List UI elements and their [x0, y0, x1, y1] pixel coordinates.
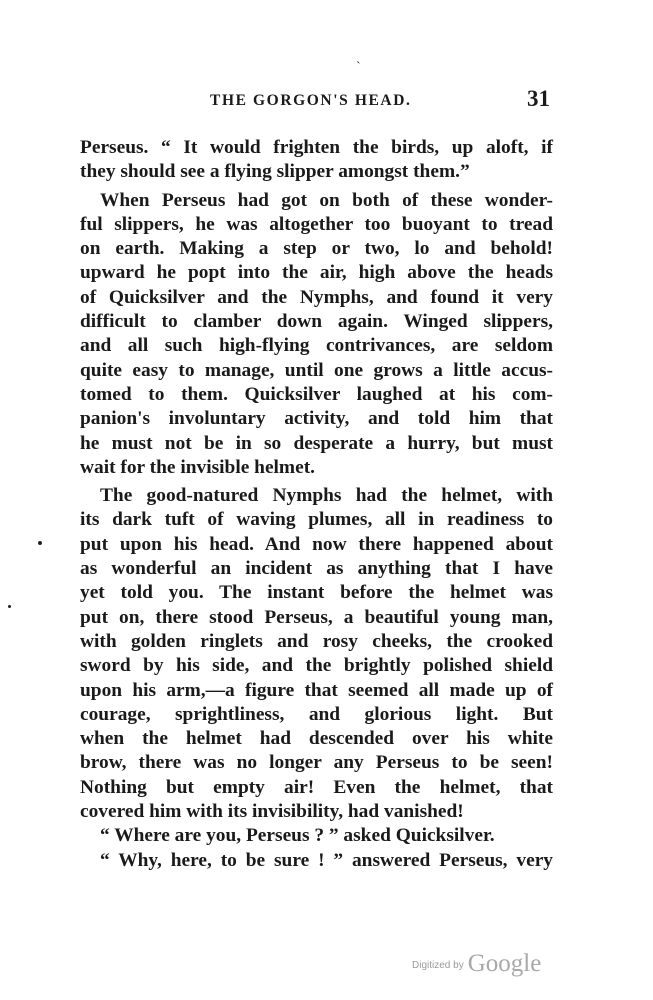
digitization-watermark: [412, 950, 541, 978]
text-line: quite easy to manage, until one grows a little accus-: [80, 359, 553, 381]
text-line: he must not be in so desperate a hurry, but must: [80, 432, 553, 454]
ink-speck: [8, 605, 11, 608]
text-line: its dark tuft of waving plumes, all in readiness to: [80, 509, 553, 531]
google-logo: Google: [467, 950, 542, 977]
text-line: When Perseus had got on both of these wonder-: [100, 189, 553, 211]
text-line: “ Why, here, to be sure ! ” answered Perseus, very: [100, 849, 553, 871]
text-line: upon his arm,—a figure that seemed all made up of: [80, 679, 553, 701]
body-text: [80, 136, 553, 873]
text-line: on earth. Making a step or two, lo and behold!: [80, 238, 553, 260]
text-line: they should see a flying slipper amongst them.”: [80, 161, 470, 183]
text-line: The good-natured Nymphs had the helmet, with: [100, 485, 553, 507]
text-line: difficult to clamber down again. Winged slippers,: [80, 311, 553, 333]
text-line: covered him with its invisibility, had vanished!: [80, 801, 464, 823]
text-line: Perseus. “ It would frighten the birds, up aloft, if: [80, 137, 553, 158]
text-line: ful slippers, he was altogether too buoyant to tread: [80, 213, 553, 235]
text-line: and all such high-flying contrivances, are seldom: [80, 335, 553, 357]
text-line: panion's involuntary activity, and told him that: [80, 408, 553, 430]
text-line: put on, there stood Perseus, a beautiful young man,: [80, 606, 553, 628]
watermark-prefix: Digitized by: [412, 960, 464, 971]
text-line: Nothing but empty air! Even the helmet, that: [80, 776, 553, 798]
text-line: as wonderful an incident as anything that I have: [80, 558, 553, 580]
ink-speck: [38, 541, 42, 545]
running-header: [80, 86, 550, 116]
text-line: brow, there was no longer any Perseus to be seen!: [80, 752, 553, 774]
text-line: when the helmet had descended over his white: [80, 728, 553, 750]
text-line: tomed to them. Quicksilver laughed at his com-: [80, 383, 553, 405]
text-line: with golden ringlets and rosy cheeks, the crooked: [80, 630, 553, 652]
text-line: yet told you. The instant before the helmet was: [80, 582, 553, 604]
text-line: courage, sprightliness, and glorious light. But: [80, 703, 553, 725]
page-number: 31: [527, 86, 550, 111]
text-line: wait for the invisible helmet.: [80, 456, 315, 478]
text-line: of Quicksilver and the Nymphs, and found it very: [80, 286, 553, 308]
text-line: sword by his side, and the brightly polished shield: [80, 655, 553, 677]
text-line: upward he popt into the air, high above the heads: [80, 262, 553, 284]
running-title: THE GORGON'S HEAD.: [210, 92, 412, 109]
text-line: “ Where are you, Perseus ? ” asked Quicksilver.: [100, 825, 495, 847]
text-line: put upon his head. And now there happened about: [80, 533, 553, 555]
stray-mark: `: [356, 60, 361, 75]
